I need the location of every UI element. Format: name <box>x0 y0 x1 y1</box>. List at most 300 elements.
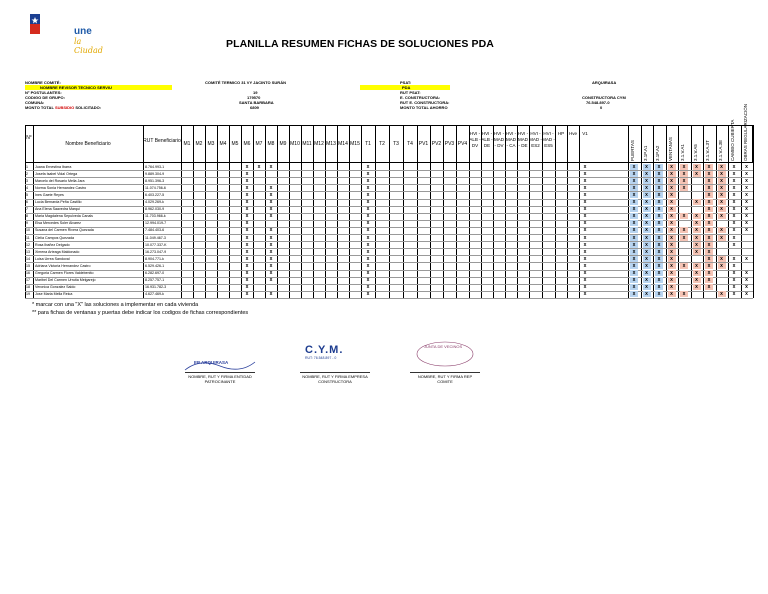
header-m1: M1 <box>183 141 191 147</box>
mark-m8: x <box>269 277 273 284</box>
mark-1: x <box>643 291 651 297</box>
row-rut: 6.403.227-5 <box>145 192 165 197</box>
mark-5: x <box>693 213 701 219</box>
mark-m6: x <box>245 170 249 177</box>
col-line <box>555 125 556 298</box>
header-m11: M11 <box>302 141 312 147</box>
col-line <box>217 125 218 298</box>
header-hv-9: V1 <box>582 131 588 136</box>
row-n: 12 <box>26 242 30 247</box>
mark-5: x <box>693 199 701 205</box>
col-line <box>181 125 182 298</box>
mark-1: x <box>643 171 651 177</box>
mark-9: x <box>745 213 748 220</box>
mark-8: x <box>732 277 736 284</box>
mark-t1: x <box>366 184 370 191</box>
col-line <box>313 125 314 298</box>
mark-2: x <box>655 185 663 191</box>
mark-v1: x <box>583 241 587 248</box>
mark-3: x <box>668 192 676 198</box>
row-n: 1 <box>26 164 28 169</box>
col-line <box>193 125 194 298</box>
col-line <box>703 125 704 298</box>
mark-1: x <box>643 270 651 276</box>
mark-7: x <box>718 171 726 177</box>
mark-m8: x <box>269 199 273 205</box>
mark-2: x <box>655 171 663 177</box>
row-rut: 4.029.269-k <box>145 200 164 204</box>
mark-m6: x <box>245 177 249 184</box>
row-name: Rosa Ibañez Delgado <box>35 242 70 247</box>
header-9: OBRAS REGULARIZACIÓN <box>742 103 748 161</box>
mark-0: x <box>630 192 638 198</box>
col-line <box>277 125 278 298</box>
mark-1: x <box>643 277 651 283</box>
row-rut: 11.074.756-6 <box>145 185 166 190</box>
mark-1: x <box>643 185 651 191</box>
row-name: Norma Sonia Hernandez Castro <box>35 185 87 190</box>
mark-9: x <box>745 291 748 298</box>
mark-2: x <box>655 277 663 283</box>
mark-t1: x <box>366 191 370 198</box>
mark-0: x <box>630 235 638 241</box>
mark-6: x <box>705 277 713 283</box>
row-rut: 8.764.993-1 <box>145 164 165 169</box>
mark-t1: x <box>366 270 370 276</box>
mark-m6: x <box>245 227 249 234</box>
header-pv2: PV2 <box>431 141 442 147</box>
row-n: 3 <box>26 178 28 183</box>
header-1: 3.1P.A1 <box>642 145 648 161</box>
col-line <box>375 125 376 298</box>
mark-t1: x <box>366 248 370 255</box>
mark-v1: x <box>583 255 587 262</box>
mark-4: x <box>680 235 688 241</box>
mark-m8: x <box>269 270 273 276</box>
row-rut: 8.257.757-1 <box>145 278 165 283</box>
mark-6: x <box>705 242 713 248</box>
row-name: Maribel Del Carmen Urrutia Melgarejo <box>35 278 96 283</box>
signature-constructora: NOMBRE, RUT Y FIRMA EMPRESA CONSTRUCTORA <box>300 372 370 384</box>
header-hv-6: HVI - MAD - ES5 <box>542 131 555 148</box>
row-rut: 16.931.782-3 <box>145 285 167 290</box>
row-name: Clelia Campos Quezada <box>35 235 74 240</box>
mark-m8: x <box>269 206 273 213</box>
row-name: Elsa Mercedes Soler Alvarez <box>35 221 81 226</box>
mark-0: x <box>630 263 638 269</box>
mark-8: x <box>732 213 736 220</box>
header-m15: M15 <box>350 141 360 147</box>
mark-9: x <box>745 270 748 276</box>
mark-v1: x <box>583 248 587 255</box>
mark-v1: x <box>583 191 587 198</box>
mark-6: x <box>705 249 713 255</box>
row-name: Marcelo del Rosario Mella Jara <box>35 178 85 183</box>
header-rut: RUT Beneficiario <box>143 138 181 144</box>
mark-0: x <box>630 171 638 177</box>
mark-m6: x <box>245 234 249 241</box>
col-line <box>493 125 494 298</box>
mark-5: x <box>693 277 701 283</box>
col-line <box>456 125 457 298</box>
mark-m6: x <box>245 213 249 220</box>
header-m6: M6 <box>243 141 251 147</box>
mark-3: x <box>668 220 676 226</box>
mark-5: x <box>693 284 701 290</box>
mark-v1: x <box>583 206 587 213</box>
mark-8: x <box>732 163 736 170</box>
row-n: 18 <box>26 285 30 290</box>
row-n: 4 <box>26 185 28 190</box>
header-6: 3.1.V.A.3T <box>705 140 710 161</box>
info-right: PSAT: ARQUIRASA PDA RUT PSAT: E. CONSTRUCTORA: CONSTRUCTORA CYM RUT E. CONSTRUCTORA: 76.548.897-0 MONTO TOTAL AHORRO 0 <box>360 80 755 110</box>
mark-1: x <box>643 178 651 184</box>
col-line <box>628 125 629 298</box>
header-pv1: PV1 <box>418 141 429 147</box>
mark-7: x <box>718 291 726 297</box>
row-name: Jose Maria Mella Reica <box>35 292 73 297</box>
col-line <box>741 125 742 298</box>
mark-m6: x <box>245 191 249 198</box>
mark-7: x <box>718 263 726 269</box>
mark-8: x <box>732 199 736 205</box>
row-rut: 4.627.469-k <box>145 292 164 297</box>
row-n: 5 <box>26 192 28 197</box>
col-line <box>542 125 543 298</box>
mark-6: x <box>705 213 713 219</box>
mark-6: x <box>705 199 713 205</box>
row-name: Gregoria Carmen Flores Valdebenito <box>35 271 94 275</box>
mark-3: x <box>668 185 676 191</box>
header-4: 3.1.V.A1 <box>680 144 685 161</box>
mark-v1: x <box>583 262 587 269</box>
row-n: 7 <box>26 207 28 212</box>
mark-0: x <box>630 284 638 290</box>
mark-9: x <box>745 170 748 177</box>
mark-6: x <box>705 263 713 269</box>
header-hv-3: HVI - MAD - CA <box>505 131 517 148</box>
mark-9: x <box>745 284 748 291</box>
mark-1: x <box>643 213 651 219</box>
mark-9: x <box>745 184 748 191</box>
mark-m6: x <box>245 255 249 262</box>
mark-t1: x <box>366 220 370 227</box>
header-hv-5: HVI - MAD - ES2 <box>529 131 542 148</box>
mark-1: x <box>643 263 651 269</box>
row-rut: 8.962.030-9 <box>145 207 165 212</box>
col-line <box>417 125 418 298</box>
mark-t1: x <box>366 284 370 291</box>
mark-t1: x <box>366 213 370 220</box>
col-line <box>143 125 144 298</box>
header-t3: T3 <box>393 141 399 147</box>
mark-t1: x <box>366 206 370 213</box>
col-line <box>265 125 266 298</box>
row-rut: 16.273.047-9 <box>145 249 167 254</box>
header-5: 3.1.V.A5 <box>692 144 698 161</box>
mark-m6: x <box>245 248 249 255</box>
mark-0: x <box>630 291 638 297</box>
row-n: 13 <box>26 249 30 254</box>
mark-5: x <box>693 249 701 255</box>
mark-m8: x <box>269 213 273 220</box>
mark-v1: x <box>583 220 587 227</box>
government-logo <box>30 14 110 60</box>
mark-3: x <box>668 171 676 177</box>
row-n: 15 <box>26 263 30 268</box>
mark-6: x <box>705 185 713 191</box>
header-m5: M5 <box>231 141 239 147</box>
mark-m6: x <box>245 163 249 170</box>
mark-1: x <box>643 220 651 226</box>
header-m8: M8 <box>267 141 275 147</box>
mark-v1: x <box>583 184 587 191</box>
mark-8: x <box>732 220 736 227</box>
mark-t1: x <box>366 163 370 170</box>
row-rut: 11.049.467-3 <box>145 235 166 240</box>
col-line <box>443 125 444 298</box>
col-line <box>517 125 518 298</box>
mark-0: x <box>630 178 638 184</box>
mark-3: x <box>668 199 676 205</box>
mark-2: x <box>655 270 663 276</box>
mark-m6: x <box>245 241 249 248</box>
mark-0: x <box>630 270 638 276</box>
row-n: 2 <box>26 171 28 176</box>
mark-3: x <box>668 164 676 170</box>
col-line <box>325 125 326 298</box>
mark-9: x <box>745 206 748 213</box>
mark-3: x <box>668 178 676 184</box>
mark-2: x <box>655 291 663 297</box>
mark-5: x <box>693 242 701 248</box>
col-line <box>641 125 642 298</box>
col-line <box>529 125 530 298</box>
mark-v1: x <box>583 277 587 284</box>
row-n: 6 <box>26 200 28 204</box>
header-2: 3.1P.A2 <box>655 145 660 161</box>
row-name: Ximena Arteaga Maldonado <box>35 249 80 254</box>
header-hv-2: HVI - MAD - DV <box>493 131 505 148</box>
col-line <box>301 125 302 298</box>
mark-m8: x <box>269 234 273 241</box>
mark-7: x <box>718 178 726 184</box>
mark-9: x <box>745 177 748 184</box>
mark-3: x <box>668 277 676 283</box>
mark-6: x <box>705 256 713 262</box>
col-line <box>229 125 230 298</box>
mark-4: x <box>680 263 688 269</box>
mark-1: x <box>643 235 651 241</box>
mark-1: x <box>643 227 651 233</box>
col-line <box>567 125 568 298</box>
mark-m8: x <box>269 262 273 269</box>
mark-1: x <box>643 256 651 262</box>
mark-m6: x <box>245 284 249 291</box>
mark-7: x <box>718 199 726 205</box>
row-name: Josefa Isabel Vidal Ortega <box>35 171 78 176</box>
mark-6: x <box>705 164 713 170</box>
brand-text: une <box>74 26 92 37</box>
mark-2: x <box>655 227 663 233</box>
mark-t1: x <box>366 277 370 284</box>
mark-v1: x <box>583 227 587 234</box>
mark-m6: x <box>245 199 249 205</box>
mark-v1: x <box>583 170 587 177</box>
mark-1: x <box>643 164 651 170</box>
mark-1: x <box>643 249 651 255</box>
mark-m6: x <box>245 270 249 276</box>
mark-t1: x <box>366 241 370 248</box>
mark-t1: x <box>366 262 370 269</box>
mark-5: x <box>693 227 701 233</box>
col-line <box>753 125 754 298</box>
row-n: 11 <box>26 235 30 240</box>
mark-9: x <box>745 199 748 205</box>
mark-0: x <box>630 206 638 212</box>
row-rut: 10.077.337-K <box>145 242 167 247</box>
mark-1: x <box>643 284 651 290</box>
header-m2: M2 <box>195 141 203 147</box>
col-line <box>469 125 470 298</box>
mark-5: x <box>693 235 701 241</box>
mark-0: x <box>630 249 638 255</box>
mark-4: x <box>680 213 688 219</box>
row-n: 17 <box>26 278 30 283</box>
stamp-patrocinante: EP ARQUIRASA <box>180 356 260 381</box>
note-2: ** para fichas de ventanas y puertas debe indicar los codigos de fichas correspondientes <box>32 310 249 316</box>
row-rut: 9.889.304-9 <box>145 171 165 176</box>
row-rut: 6.529.426-1 <box>145 263 165 268</box>
signature-comite: NOMBRE, RUT Y FIRMA REP COMITE <box>410 372 480 384</box>
header-t4: T4 <box>407 141 413 147</box>
col-line <box>289 125 290 298</box>
mark-3: x <box>668 235 676 241</box>
col-line <box>481 125 482 298</box>
mark-v1: x <box>583 163 587 170</box>
mark-m6: x <box>245 262 249 269</box>
header-hv-7: HP <box>557 131 565 136</box>
col-line <box>579 125 580 298</box>
mark-t1: x <box>366 177 370 184</box>
mark-m8: x <box>269 163 273 170</box>
mark-6: x <box>705 178 713 184</box>
mark-8: x <box>732 270 736 276</box>
mark-1: x <box>643 242 651 248</box>
row-line <box>25 298 753 299</box>
mark-7: x <box>718 164 726 170</box>
stamp-constructora: C.Y.M. RUT: 76.548.897 - 0 <box>305 344 344 360</box>
info-left: NOMBRE COMITÉ: COMITÉ TERMICO 31 VY JACINTO SURÁN NOMBRE REVISOR TECNICO SERVIU N° POSTULANTES: 19 CODIGO DE GRUPO: 179570 COMUNA: SANTA BARBARA MONTO TOTAL SUBSIDIO SOLICITADO: 6809 <box>25 80 286 110</box>
mark-5: x <box>693 164 701 170</box>
mark-2: x <box>655 242 663 248</box>
row-rut: 6.282.697-0 <box>145 271 165 275</box>
mark-8: x <box>732 284 736 291</box>
row-n: 14 <box>26 256 30 261</box>
mark-m7: x <box>257 163 261 170</box>
mark-2: x <box>655 249 663 255</box>
mark-6: x <box>705 270 713 276</box>
header-m7: M7 <box>255 141 263 147</box>
header-7: 3.1.V.A.3E <box>717 139 723 161</box>
mark-7: x <box>718 235 726 241</box>
header-m10: M10 <box>290 141 300 147</box>
col-line <box>678 125 679 298</box>
header-3: VENTANAS <box>667 137 673 161</box>
mark-m6: x <box>245 220 249 227</box>
header-m13: M13 <box>326 141 336 147</box>
col-line <box>653 125 654 298</box>
row-name: Susana del Carmen Rivera Quezada <box>35 228 94 233</box>
mark-t1: x <box>366 170 370 177</box>
mark-1: x <box>643 192 651 198</box>
col-line <box>253 125 254 298</box>
mark-8: x <box>732 227 736 234</box>
header-m12: M12 <box>314 141 324 147</box>
row-rut: 7.484.403-6 <box>145 228 165 233</box>
mark-v1: x <box>583 284 587 291</box>
mark-v1: x <box>583 291 587 298</box>
mark-8: x <box>732 184 736 191</box>
brand-subtitle: la Ciudad <box>74 37 103 55</box>
mark-0: x <box>630 164 638 170</box>
mark-2: x <box>655 263 663 269</box>
mark-t1: x <box>366 227 370 234</box>
mark-4: x <box>680 291 688 297</box>
row-name: Luisa Urrea Sandoval <box>35 256 70 261</box>
mark-4: x <box>680 164 688 170</box>
col-line <box>241 125 242 298</box>
mark-8: x <box>732 262 736 269</box>
mark-2: x <box>655 235 663 241</box>
header-name: Nombre Beneficiario <box>65 141 111 147</box>
mark-v1: x <box>583 177 587 184</box>
stamp-comite: JUNTA DE VECINOS <box>410 340 480 368</box>
mark-m6: x <box>245 206 249 213</box>
mark-3: x <box>668 256 676 262</box>
col-line <box>205 125 206 298</box>
col-line <box>349 125 350 298</box>
mark-4: x <box>680 171 688 177</box>
row-rut: 8.904.771-k <box>145 256 164 261</box>
row-name: Lucia Bernarda Peña Castillo <box>35 200 82 204</box>
mark-3: x <box>668 242 676 248</box>
mark-7: x <box>718 192 726 198</box>
mark-7: x <box>718 206 726 212</box>
mark-m8: x <box>269 241 273 248</box>
row-rut: 11.703.966-k <box>145 214 166 219</box>
mark-2: x <box>655 213 663 219</box>
mark-v1: x <box>583 199 587 205</box>
header-t1: T1 <box>365 141 371 147</box>
header-pv3: PV3 <box>444 141 455 147</box>
row-name: Maria Magdalena Sepulveda Canals <box>35 214 93 219</box>
mark-t1: x <box>366 199 370 205</box>
mark-7: x <box>718 185 726 191</box>
mark-0: x <box>630 199 638 205</box>
mark-9: x <box>745 277 748 284</box>
note-1: * marcar con una "X" las soluciones a implementar en cada vivienda <box>32 302 199 308</box>
mark-2: x <box>655 199 663 205</box>
mark-8: x <box>732 191 736 198</box>
mark-0: x <box>630 213 638 219</box>
mark-3: x <box>668 284 676 290</box>
mark-7: x <box>718 256 726 262</box>
header-m3: M3 <box>207 141 215 147</box>
mark-t1: x <box>366 255 370 262</box>
mark-0: x <box>630 242 638 248</box>
mark-2: x <box>655 178 663 184</box>
